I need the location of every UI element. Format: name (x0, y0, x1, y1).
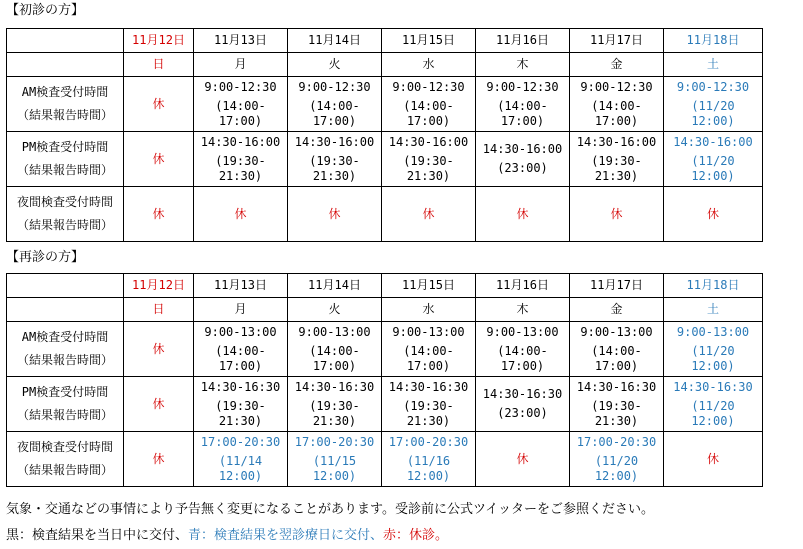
schedule-cell (570, 322, 664, 377)
row-label-line2: （結果報告時間） (16, 353, 113, 367)
closed-mark: 休 (516, 206, 529, 221)
corner-cell (7, 274, 124, 298)
schedule-cell (382, 187, 476, 242)
schedule-cell (664, 432, 763, 487)
first-visit-schedule-table (6, 28, 763, 242)
schedule-row (7, 132, 763, 187)
reception-time: 9:00-12:30 (204, 79, 277, 94)
row-label (7, 432, 124, 487)
reception-time: 14:30-16:30 (673, 379, 753, 394)
schedule-cell (570, 187, 664, 242)
result-time: (19:30- 21:30) (215, 398, 266, 428)
closed-mark: 休 (152, 396, 165, 411)
result-time: (11/20 12:00) (691, 153, 735, 183)
schedule-cell (664, 132, 763, 187)
row-label-line2: （結果報告時間） (16, 463, 113, 477)
row-label (7, 77, 124, 132)
date-cell: 11月12日 (124, 29, 194, 53)
schedule-cell (570, 77, 664, 132)
row-label (7, 132, 124, 187)
row-label-line1: 夜間検査受付時間 (16, 440, 113, 454)
result-time: (23:00) (497, 406, 548, 420)
schedule-cell (476, 77, 570, 132)
schedule-cell (476, 322, 570, 377)
row-label-line2: （結果報告時間） (16, 163, 113, 177)
reception-time: 9:00-13:00 (486, 324, 559, 339)
schedule-cell (124, 432, 194, 487)
closed-mark: 休 (706, 206, 719, 221)
date-cell: 11月13日 (194, 274, 288, 298)
date-cell: 11月14日 (288, 29, 382, 53)
date-header-row (7, 29, 763, 53)
result-time: (11/20 12:00) (594, 453, 639, 483)
result-time: (23:00) (497, 161, 548, 175)
closed-mark: 休 (152, 451, 165, 466)
reception-time: 9:00-13:00 (580, 324, 653, 339)
date-cell: 11月17日 (570, 29, 664, 53)
reception-time: 17:00-20:30 (200, 434, 281, 449)
row-label-line1: AM検査受付時間 (21, 85, 109, 99)
schedule-cell (194, 322, 288, 377)
reception-time: 14:30-16:30 (294, 379, 375, 394)
date-cell: 11月16日 (476, 274, 570, 298)
weekday-cell: 木 (476, 298, 570, 322)
result-time: (19:30- 21:30) (215, 153, 266, 183)
schedule-cell (664, 187, 763, 242)
row-label (7, 322, 124, 377)
result-time: (19:30- 21:30) (591, 153, 642, 183)
result-time: (14:00- 17:00) (591, 343, 642, 373)
closed-mark: 休 (610, 206, 623, 221)
return-visit-schedule-table (6, 273, 763, 487)
reception-time: 14:30-16:30 (200, 379, 281, 394)
row-label (7, 187, 124, 242)
schedule-cell (664, 77, 763, 132)
schedule-cell (476, 132, 570, 187)
schedule-cell (194, 77, 288, 132)
return-visit-title: 【再診の方】 (6, 250, 85, 265)
reception-time: 9:00-12:30 (580, 79, 653, 94)
schedule-cell (382, 377, 476, 432)
schedule-cell (476, 432, 570, 487)
row-label-line2: （結果報告時間） (16, 218, 113, 232)
closed-mark: 休 (422, 206, 435, 221)
result-time: (11/20 12:00) (691, 398, 735, 428)
reception-time: 9:00-12:30 (676, 79, 750, 94)
weekday-cell: 月 (194, 298, 288, 322)
row-label-line1: PM検査受付時間 (21, 140, 109, 154)
closed-mark: 休 (152, 96, 165, 111)
result-time: (11/16 12:00) (406, 453, 451, 483)
schedule-cell (382, 432, 476, 487)
schedule-cell (382, 77, 476, 132)
schedule-cell (288, 132, 382, 187)
weekday-cell: 火 (288, 53, 382, 77)
schedule-cell (194, 432, 288, 487)
corner-cell (7, 298, 124, 322)
result-time: (14:00- 17:00) (309, 98, 360, 128)
schedule-cell (382, 132, 476, 187)
result-time: (19:30- 21:30) (403, 153, 454, 183)
weekday-cell: 土 (664, 298, 763, 322)
schedule-cell (288, 187, 382, 242)
schedule-row (7, 377, 763, 432)
reception-time: 14:30-16:30 (482, 387, 563, 401)
weekday-cell: 木 (476, 53, 570, 77)
reception-time: 17:00-20:30 (388, 434, 469, 449)
result-time: (19:30- 21:30) (309, 153, 360, 183)
schedule-cell (288, 77, 382, 132)
reception-time: 14:30-16:00 (200, 134, 281, 149)
legend-black: 黒：検査結果を当日中に交付、 (6, 528, 189, 543)
reception-time: 9:00-12:30 (298, 79, 371, 94)
date-cell: 11月18日 (664, 29, 763, 53)
date-cell: 11月14日 (288, 274, 382, 298)
weekday-cell: 日 (124, 53, 194, 77)
reception-time: 9:00-13:00 (298, 324, 371, 339)
schedule-cell (288, 377, 382, 432)
weekday-cell: 日 (124, 298, 194, 322)
result-time: (11/20 12:00) (691, 98, 735, 128)
result-time: (19:30- 21:30) (309, 398, 360, 428)
result-time: (14:00- 17:00) (591, 98, 642, 128)
reception-time: 9:00-13:00 (204, 324, 277, 339)
result-time: (14:00- 17:00) (215, 98, 266, 128)
result-time: (14:00- 17:00) (309, 343, 360, 373)
reception-time: 9:00-13:00 (676, 324, 750, 339)
result-time: (14:00- 17:00) (215, 343, 266, 373)
row-label (7, 377, 124, 432)
weekday-cell: 金 (570, 298, 664, 322)
schedule-cell (570, 377, 664, 432)
reception-time: 14:30-16:00 (482, 142, 563, 156)
closed-mark: 休 (152, 341, 165, 356)
result-time: (11/20 12:00) (691, 343, 735, 373)
schedule-cell (288, 322, 382, 377)
schedule-cell (194, 377, 288, 432)
schedule-cell (476, 377, 570, 432)
weekday-cell: 月 (194, 53, 288, 77)
reception-time: 9:00-12:30 (392, 79, 465, 94)
schedule-cell (382, 322, 476, 377)
reception-time: 14:30-16:00 (576, 134, 657, 149)
corner-cell (7, 29, 124, 53)
color-legend (6, 528, 448, 544)
reception-time: 14:30-16:30 (388, 379, 469, 394)
schedule-cell (664, 377, 763, 432)
result-time: (11/15 12:00) (312, 453, 357, 483)
result-time: (14:00- 17:00) (403, 98, 454, 128)
weekday-header-row (7, 298, 763, 322)
reception-time: 17:00-20:30 (576, 434, 657, 449)
weekday-cell: 金 (570, 53, 664, 77)
reception-time: 17:00-20:30 (294, 434, 375, 449)
closed-mark: 休 (516, 451, 529, 466)
result-time: (19:30- 21:30) (403, 398, 454, 428)
result-time: (11/14 12:00) (218, 453, 263, 483)
date-cell: 11月15日 (382, 274, 476, 298)
schedule-cell (124, 377, 194, 432)
reception-time: 9:00-13:00 (392, 324, 465, 339)
reception-time: 14:30-16:00 (294, 134, 375, 149)
schedule-row (7, 187, 763, 242)
date-header-row (7, 274, 763, 298)
schedule-cell (476, 187, 570, 242)
result-time: (14:00- 17:00) (497, 343, 548, 373)
row-label-line1: PM検査受付時間 (21, 385, 109, 399)
result-time: (14:00- 17:00) (497, 98, 548, 128)
schedule-cell (124, 187, 194, 242)
schedule-cell (288, 432, 382, 487)
weekday-cell: 水 (382, 298, 476, 322)
date-cell: 11月17日 (570, 274, 664, 298)
closed-mark: 休 (328, 206, 341, 221)
schedule-row (7, 322, 763, 377)
reception-time: 14:30-16:30 (576, 379, 657, 394)
legend-red: 赤：休診。 (383, 528, 449, 543)
notice-text: 気象・交通などの事情により予告無く変更になることがあります。受診前に公式ツイッターをご参照ください。 (6, 502, 655, 517)
date-cell: 11月18日 (664, 274, 763, 298)
schedule-cell (194, 187, 288, 242)
schedule-cell (124, 77, 194, 132)
reception-time: 9:00-12:30 (486, 79, 559, 94)
corner-cell (7, 53, 124, 77)
schedule-cell (570, 132, 664, 187)
legend-blue: 青：検査結果を翌診療日に交付、 (188, 528, 384, 543)
weekday-cell: 火 (288, 298, 382, 322)
date-cell: 11月12日 (124, 274, 194, 298)
weekday-header-row (7, 53, 763, 77)
schedule-cell (124, 132, 194, 187)
row-label-line1: AM検査受付時間 (21, 330, 109, 344)
result-time: (14:00- 17:00) (403, 343, 454, 373)
result-time: (19:30- 21:30) (591, 398, 642, 428)
weekday-cell: 水 (382, 53, 476, 77)
schedule-cell (664, 322, 763, 377)
schedule-cell (194, 132, 288, 187)
weekday-cell: 土 (664, 53, 763, 77)
closed-mark: 休 (152, 151, 165, 166)
closed-mark: 休 (234, 206, 247, 221)
schedule-row (7, 77, 763, 132)
row-label-line2: （結果報告時間） (16, 108, 113, 122)
schedule-cell (570, 432, 664, 487)
row-label-line2: （結果報告時間） (16, 408, 113, 422)
schedule-row (7, 432, 763, 487)
first-visit-title: 【初診の方】 (6, 3, 85, 18)
date-cell: 11月15日 (382, 29, 476, 53)
closed-mark: 休 (706, 451, 719, 466)
date-cell: 11月13日 (194, 29, 288, 53)
closed-mark: 休 (152, 206, 165, 221)
date-cell: 11月16日 (476, 29, 570, 53)
row-label-line1: 夜間検査受付時間 (16, 195, 113, 209)
schedule-cell (124, 322, 194, 377)
reception-time: 14:30-16:00 (388, 134, 469, 149)
reception-time: 14:30-16:00 (673, 134, 753, 149)
